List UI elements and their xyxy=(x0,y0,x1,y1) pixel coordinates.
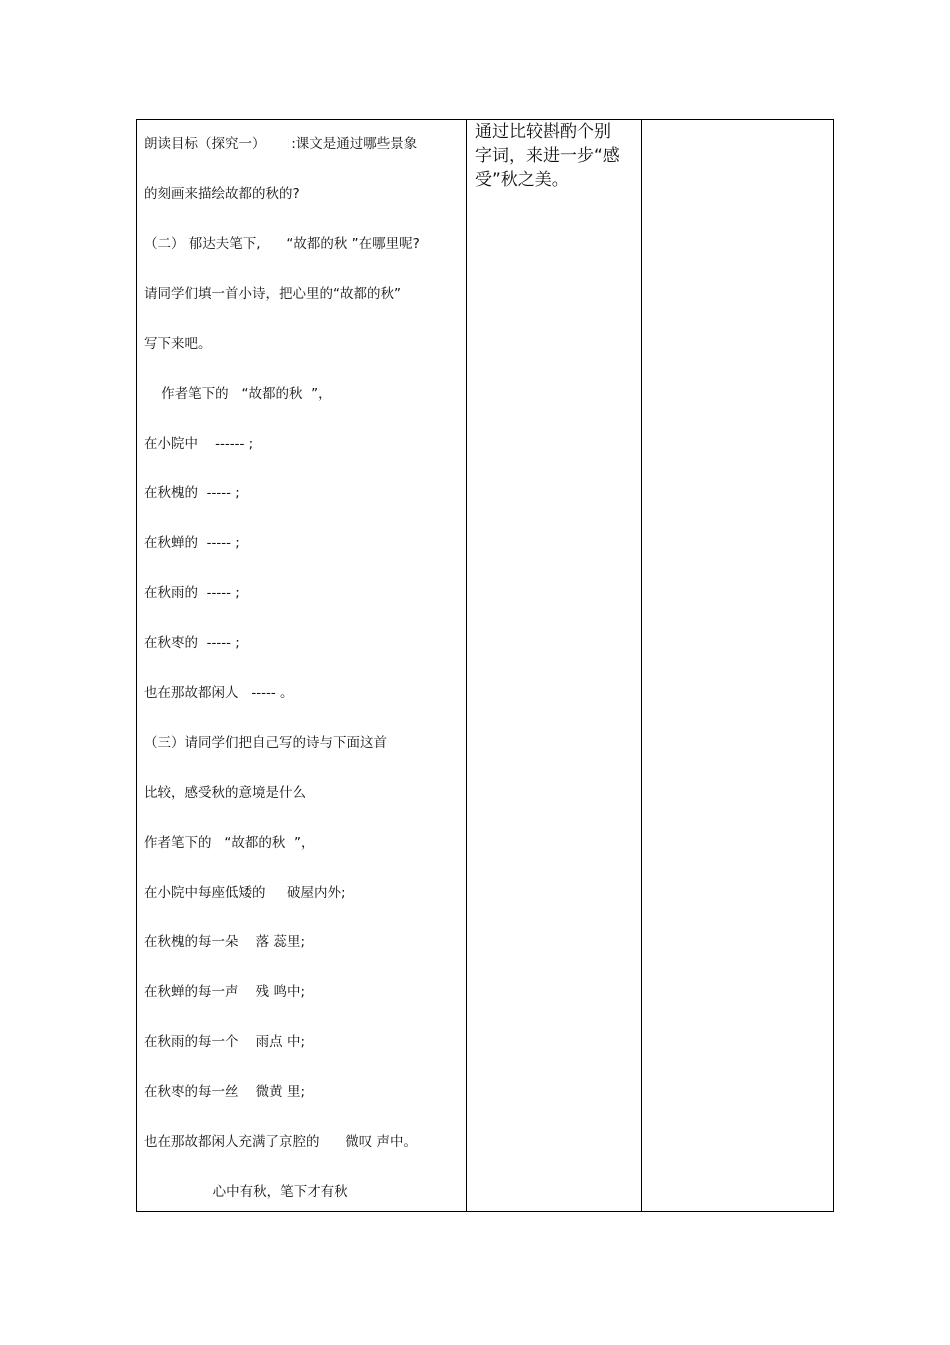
text-line: 在秋槐的每一朵 落 蕊里; xyxy=(144,934,306,950)
text-line: 通过比较斟酌个别 xyxy=(475,122,611,142)
text-line: （三）请同学们把自己写的诗与下面这首 xyxy=(144,735,387,751)
text-line: 的刻画来描绘故都的秋的? xyxy=(144,186,300,202)
text-line: 在小院中每座低矮的 破屋内外; xyxy=(144,885,346,901)
text-line: 朗读目标（探究一） :课文是通过哪些景象 xyxy=(144,136,418,152)
column-divider-1 xyxy=(466,120,467,1211)
text-line: 也在那故都闲人充满了京腔的 微叹 声中。 xyxy=(144,1134,418,1150)
lesson-table xyxy=(136,119,834,1212)
text-line: （二） 郁达夫笔下, “故都的秋 ”在哪里呢? xyxy=(144,236,420,252)
text-line: 字词，来进一步“感 xyxy=(475,146,620,166)
text-line: 心中有秋，笔下才有秋 xyxy=(144,1184,348,1200)
text-line: 在秋枣的每一丝 微黄 里; xyxy=(144,1084,306,1100)
text-line: 在秋雨的 ----- ; xyxy=(144,585,240,601)
text-line: 在秋槐的 ----- ; xyxy=(144,485,240,501)
text-line: 受”秋之美。 xyxy=(475,170,569,190)
text-line: 也在那故都闲人 ----- 。 xyxy=(144,685,294,701)
text-line: 在秋枣的 ----- ; xyxy=(144,635,240,651)
column-divider-2 xyxy=(641,120,642,1211)
text-line: 写下来吧。 xyxy=(144,336,212,352)
text-line: 在秋蝉的每一声 残 鸣中; xyxy=(144,984,306,1000)
left-column xyxy=(137,120,466,1211)
text-line: 作者笔下的 “故都的秋 ”， xyxy=(144,835,315,851)
middle-column xyxy=(475,120,635,192)
text-line: 作者笔下的 “故都的秋 ”， xyxy=(144,386,332,402)
text-line: 在小院中 ------ ; xyxy=(144,436,254,452)
text-line: 在秋蝉的 ----- ; xyxy=(144,535,240,551)
text-line: 在秋雨的每一个 雨点 中; xyxy=(144,1034,306,1050)
text-line: 比较，感受秋的意境是什么 xyxy=(144,785,306,801)
text-line: 请同学们填一首小诗，把心里的“故都的秋” xyxy=(144,286,401,302)
